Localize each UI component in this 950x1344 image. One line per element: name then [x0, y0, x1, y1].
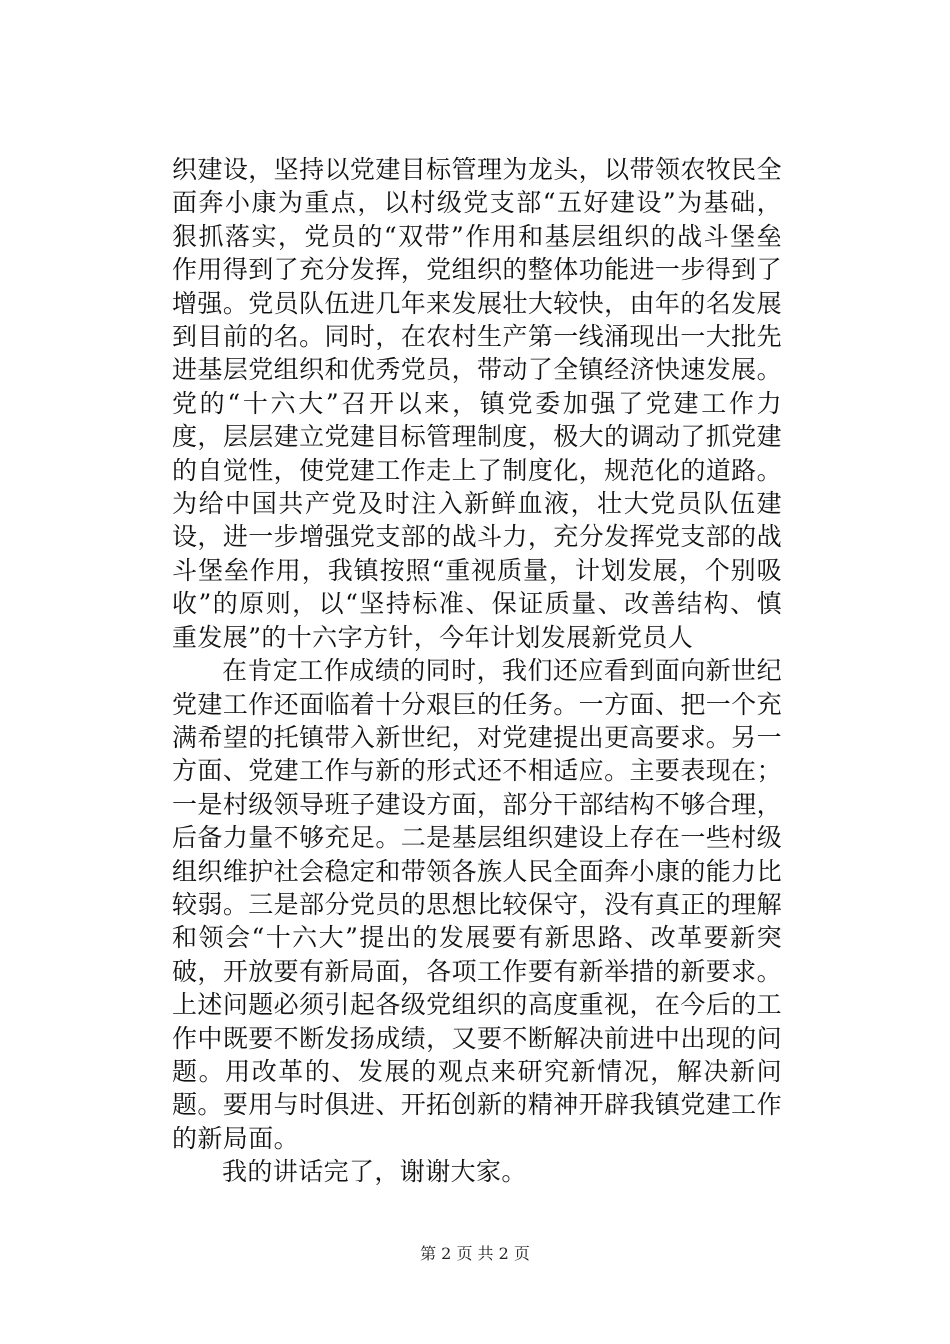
document-body	[172, 153, 782, 1189]
paragraph-closing: 我的讲话完了，谢谢大家。	[222, 1157, 527, 1187]
page-footer: 第 2 页 共 2 页	[420, 1244, 530, 1263]
paragraph-challenges: 在肯定工作成绩的同时，我们还应看到面向新世纪党建工作还面临着十分艰巨的任务。一方面、把一个充满希望的托镇带入新世纪，对党建提出更高要求。另一方面、党建工作与新的形式还不相适应。主要表现在；一是村级领导班子建设方面，部分干部结构不够合理，后备力量不够充足。二是基层组织建设上存在一些村级组织维护社会稳定和带领各族人民全面奔小康的能力比较弱。三是部分党员的思想比较保守，没有真正的理解和领会“十六大”提出的发展要有新思路、改革要新突破，开放要有新局面，各项工作要有新举措的新要求。上述问题必须引起各级党组织的高度重视，在今后的工作中既要不断发扬成绩，又要不断解决前进中出现的问题。用改革的、发展的观点来研究新情况，解决新问题。要用与时俱进、开拓创新的精神开辟我镇党建工作的新局面。	[172, 656, 782, 1153]
paragraph-continued: 织建设，坚持以党建目标管理为龙头，以带领农牧民全面奔小康为重点，以村级党支部“五好建设”为基础，狠抓落实，党员的“双带”作用和基层组织的战斗堡垒作用得到了充分发挥，党组织的整体功能进一步得到了增强。党员队伍进几年来发展壮大较快，由年的名发展到目前的名。同时，在农村生产第一线涌现出一大批先进基层党组织和优秀党员，带动了全镇经济快速发展。党的“十六大”召开以来，镇党委加强了党建工作力度，层层建立党建目标管理制度，极大的调动了抓党建的自觉性，使党建工作走上了制度化，规范化的道路。为给中国共产党及时注入新鲜血液，壮大党员队伍建设，进一步增强党支部的战斗力，充分发挥党支部的战斗堡垒作用，我镇按照“重视质量，计划发展，个别吸收”的原则，以“坚持标准、保证质量、改善结构、慎重发展”的十六字方针，今年计划发展新党员人	[172, 155, 782, 652]
